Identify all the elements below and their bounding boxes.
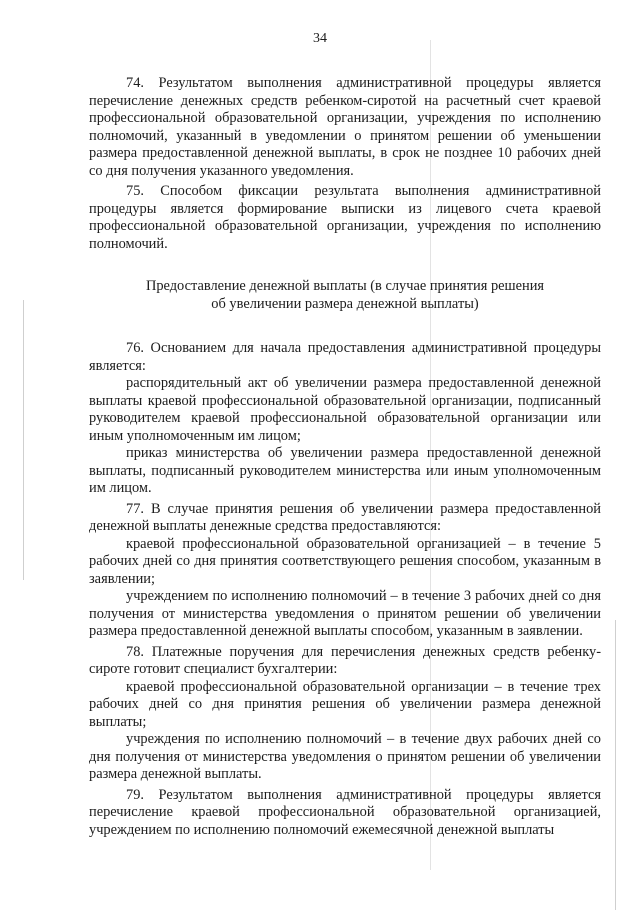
paragraph-76-item-2: приказ министерства об увеличении размера предоставленной денежной выплаты, подписанный руководителем министерства или иным уполномоченным им лицом. xyxy=(89,445,601,496)
paragraph-78-item-2: учреждения по исполнению полномочий – в течение двух рабочих дней со дня получения от министерства уведомления о принятом решении об увеличении размера денежной выплаты. xyxy=(89,731,601,782)
paragraph-75: 75. Способом фиксации результата выполнения административной процедуры является формирование выписки из лицевого счета краевой профессиональной образовательной организации, учреждения по исполнению полномочий. xyxy=(89,183,601,252)
section-heading xyxy=(89,278,601,313)
scan-edge-line-right xyxy=(615,620,616,910)
document-body xyxy=(89,72,601,839)
section-heading-line-1: Предоставление денежной выплаты (в случае принятия решения xyxy=(145,278,545,294)
scan-edge-line-left xyxy=(23,300,24,580)
paragraph-78: 78. Платежные поручения для перечисления денежных средств ребенку-сироте готовит специалист бухгалтерии: xyxy=(89,643,601,677)
section-heading-line-2: об увеличении размера денежной выплаты) xyxy=(211,295,479,312)
paragraph-78-item-1: краевой профессиональной образовательной организации – в течение трех рабочих дней со дня принятия решения об увеличении размера денежной выплаты; xyxy=(89,678,601,730)
paragraph-77-item-1: краевой профессиональной образовательной организацией – в течение 5 рабочих дней со дня принятия соответствующего решения способом, указанным в заявлении; xyxy=(89,535,601,587)
paragraph-77: 77. В случае принятия решения об увеличении размера предоставленной денежной выплаты денежные средства предоставляются: xyxy=(89,500,601,534)
page-number: 34 xyxy=(313,31,327,46)
paragraph-77-item-2: учреждением по исполнению полномочий – в течение 3 рабочих дней со дня получения от министерства уведомления о принятом решении об увеличении размера предоставленной денежной выплаты способом, указанным в заявлении. xyxy=(89,588,601,639)
paragraph-76-item-1: распорядительный акт об увеличении размера предоставленной денежной выплаты краевой профессиональной образовательной организации, подписанный руководителем краевой профессиональной образовательной организации или иным уполномоченным им лицом; xyxy=(89,375,601,444)
paragraph-79: 79. Результатом выполнения административной процедуры является перечисление краевой профессиональной образовательной организацией, учреждением по исполнению полномочий ежемесячной денежной выплаты xyxy=(89,786,601,838)
paragraph-74: 74. Результатом выполнения административной процедуры является перечисление денежных средств ребенком-сиротой на расчетный счет краевой профессиональной образовательной организации, учреждения по исполнению полномочий, указанный в уведомлении о принятом решении об уменьшении размера предоставленной денежной выплаты, в срок не позднее 10 рабочих дней со дня получения указанного уведомления. xyxy=(89,75,601,179)
paragraph-76: 76. Основанием для начала предоставления административной процедуры является: xyxy=(89,340,601,374)
